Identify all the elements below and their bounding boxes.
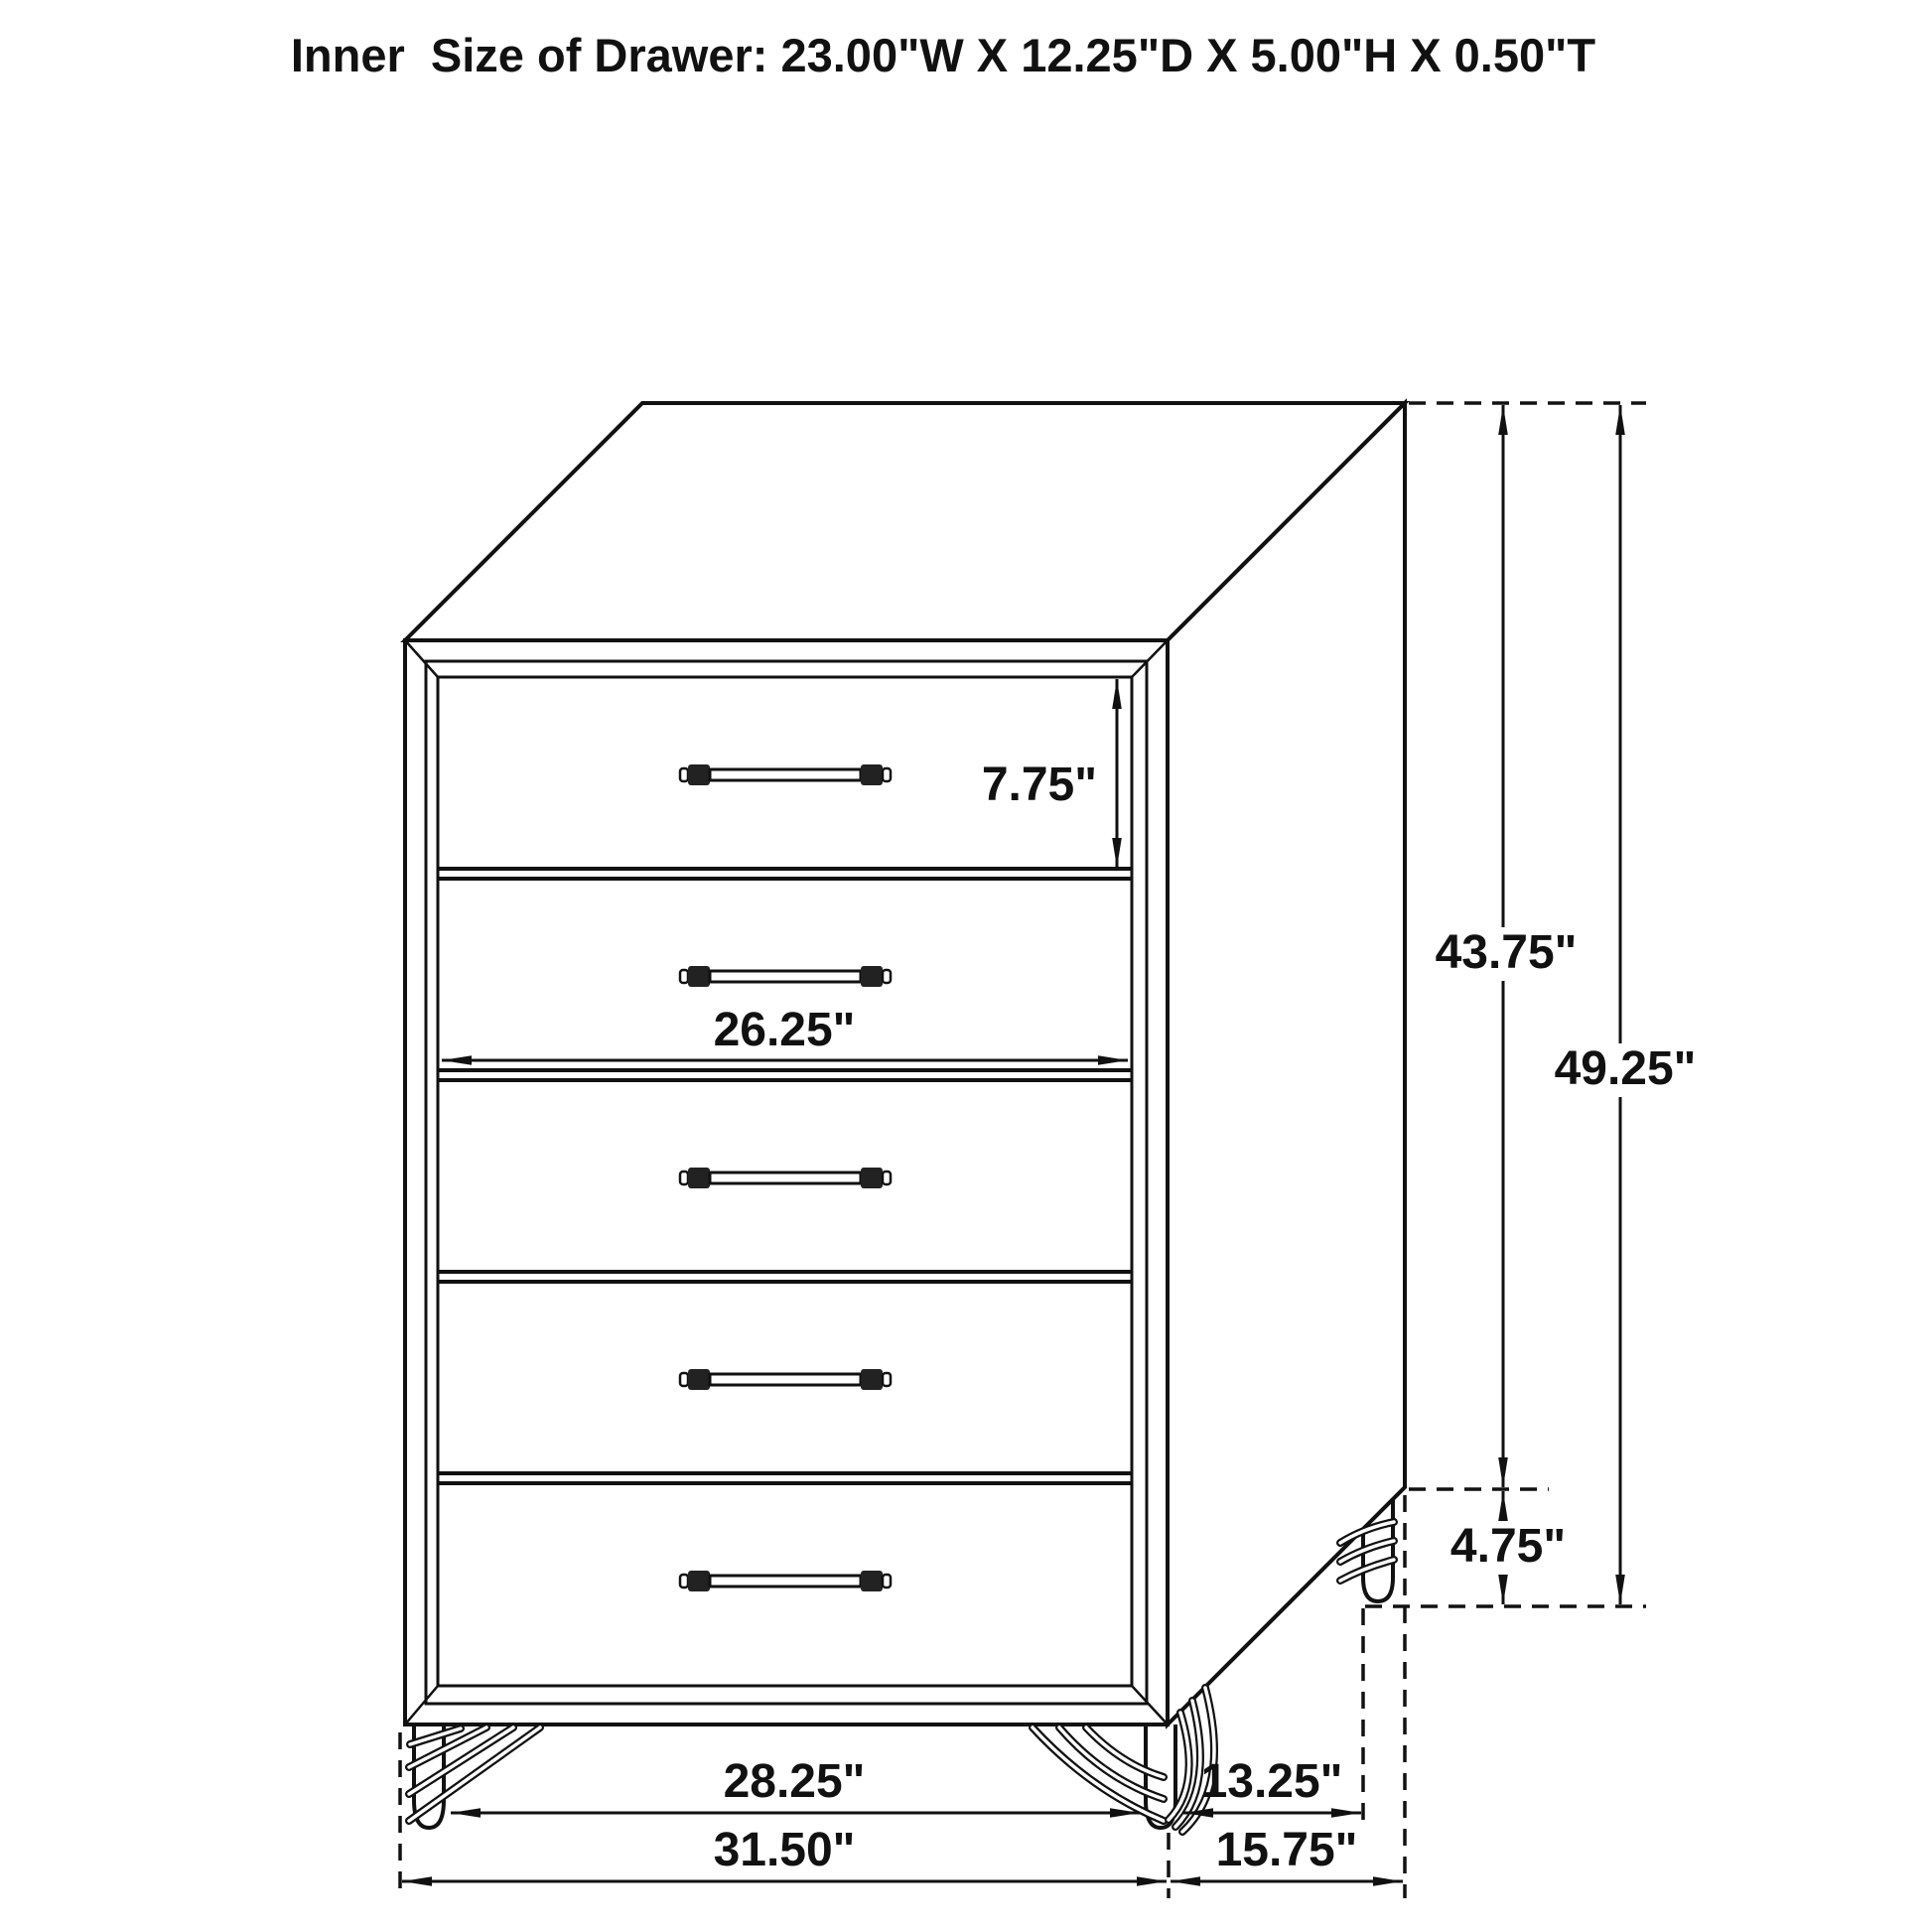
dim-label-overall-height: 49.25" (1554, 1042, 1697, 1095)
dim-label-front-leg-spacing: 28.25" (723, 1755, 866, 1808)
front-left-leg-braces (409, 1727, 540, 1821)
dim-label-depth-leg-spacing: 13.25" (1200, 1755, 1343, 1808)
dim-label-overall-depth: 15.75" (1215, 1824, 1358, 1876)
diagram-title: Inner Size of Drawer: 23.00"W X 12.25"D X 5.00"H X 0.50"T (290, 29, 1596, 81)
dim-label-drawer-width: 26.25" (713, 1004, 856, 1056)
dim-label-overall-width: 31.50" (713, 1824, 856, 1876)
chest-body (405, 403, 1405, 1725)
dim-label-drawer-front-height: 7.75" (981, 759, 1097, 811)
dim-label-body-height: 43.75" (1435, 926, 1578, 979)
dim-label-leg-height: 4.75" (1449, 1520, 1567, 1573)
